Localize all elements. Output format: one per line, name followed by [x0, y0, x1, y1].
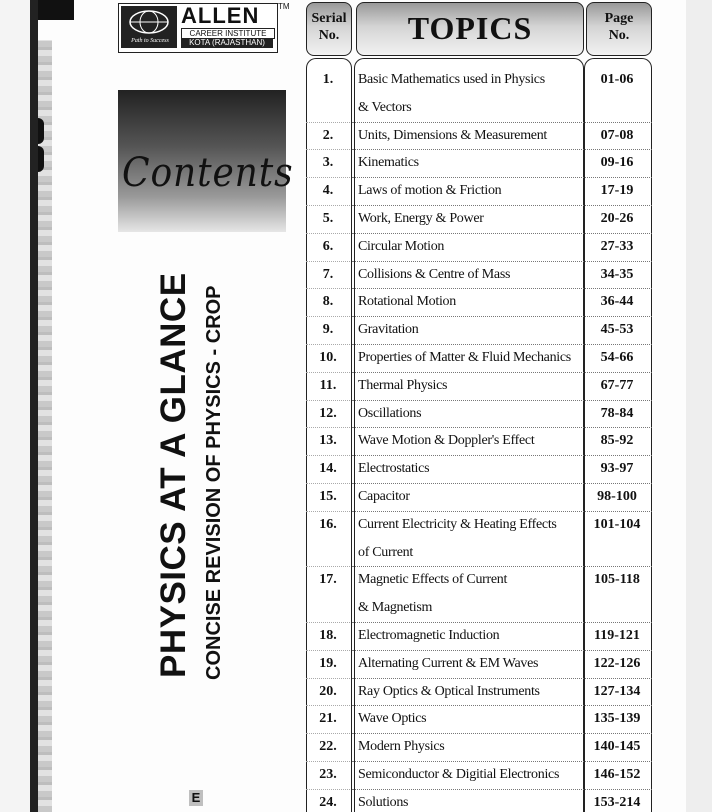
table-row: [300, 566, 656, 622]
topic-title: Electrostatics: [358, 461, 430, 477]
serial-number: 16.: [319, 516, 337, 532]
page-margin-left: [0, 0, 30, 812]
table-row: [300, 650, 656, 678]
table-row: [300, 261, 656, 289]
page-range: 27-33: [600, 238, 634, 254]
serial-header-line1: Serial: [311, 11, 347, 26]
binding-hole: [38, 146, 44, 172]
page-range: 122-126: [593, 655, 641, 671]
serial-number: 17.: [319, 572, 337, 588]
page-range: 101-104: [593, 516, 641, 532]
page-range: 127-134: [593, 683, 641, 699]
page-range: 20-26: [600, 211, 634, 226]
book-spine: [30, 0, 38, 812]
topic-title: Electromagnetic Induction: [358, 628, 500, 643]
logo-name: ALLEN: [181, 3, 260, 28]
topic-title: Gravitation: [358, 322, 419, 338]
topic-title: Oscillations: [358, 405, 422, 421]
topic-title: Ray Optics & Optical Instruments: [358, 683, 540, 699]
page-range: 85-92: [600, 433, 634, 449]
table-row: [300, 511, 656, 567]
table-row: [300, 288, 656, 316]
binding-hole: [38, 118, 44, 144]
serial-number: 7.: [322, 266, 334, 282]
table-row: [300, 400, 656, 428]
table-row: [300, 678, 656, 706]
table-row: [300, 372, 656, 400]
topic-title: Basic Mathematics used in Physics: [358, 72, 545, 87]
topics-header: [356, 2, 584, 56]
page-range: 09-16: [600, 155, 634, 171]
serial-number: 24.: [319, 794, 337, 810]
topic-title: Units, Dimensions & Measurement: [358, 127, 548, 143]
table-of-contents: [300, 0, 656, 812]
serial-number: 8.: [322, 294, 334, 310]
topic-title: Modern Physics: [358, 739, 445, 755]
page-range: 78-84: [600, 405, 634, 421]
page-range: 146-152: [593, 767, 641, 782]
serial-number: 20.: [319, 683, 337, 699]
topic-title: Kinematics: [358, 155, 419, 171]
page-range: 119-121: [594, 628, 640, 643]
logo-line1: CAREER INSTITUTE: [181, 28, 275, 39]
table-row: [300, 344, 656, 372]
topic-title: Work, Energy & Power: [358, 211, 484, 226]
page-header-line2: No.: [608, 28, 630, 43]
table-row: [300, 761, 656, 789]
table-row: [300, 205, 656, 233]
page-range: 17-19: [600, 183, 634, 199]
serial-number: 4.: [322, 183, 334, 199]
topic-title: Solutions: [358, 794, 409, 810]
logo-emblem: [121, 6, 177, 48]
page-range: 93-97: [600, 461, 634, 477]
topic-title: Wave Motion & Doppler's Effect: [358, 433, 535, 449]
topic-title: Properties of Matter & Fluid Mechanics: [358, 350, 571, 365]
topic-title: Magnetic Effects of Current: [358, 572, 508, 588]
contents-heading: Contents: [122, 150, 294, 196]
page-range: 01-06: [600, 72, 634, 87]
serial-number: 18.: [319, 628, 337, 643]
topic-title: Capacitor: [358, 489, 410, 504]
topic-title: Alternating Current & EM Waves: [358, 655, 539, 671]
serial-number: 12.: [319, 405, 337, 421]
table-row: [300, 233, 656, 261]
serial-number: 13.: [319, 433, 337, 449]
page-range: 98-100: [597, 489, 637, 504]
topic-title-continued: of Current: [358, 544, 413, 560]
table-row: [300, 427, 656, 455]
page-range: 153-214: [593, 794, 641, 810]
table-row: [300, 733, 656, 761]
corner-shadow: [38, 0, 74, 20]
page-range: 07-08: [600, 127, 634, 143]
serial-number: 9.: [322, 322, 334, 338]
page-header-line1: Page: [604, 11, 634, 26]
table-row: [300, 483, 656, 511]
serial-number: 19.: [319, 655, 337, 671]
table-row: [300, 177, 656, 205]
page-range: 105-118: [594, 572, 640, 588]
allen-logo: [118, 3, 278, 53]
book-subtitle: CONCISE REVISION OF PHYSICS - CROP: [203, 285, 225, 680]
page-range: 135-139: [593, 711, 641, 727]
topic-title-continued: & Vectors: [358, 99, 412, 115]
page-range: 140-145: [593, 739, 641, 755]
topic-title: Circular Motion: [358, 238, 445, 254]
serial-number: 1.: [322, 72, 334, 87]
page-header: [586, 2, 652, 56]
table-row: [300, 622, 656, 650]
page-range: 36-44: [600, 294, 634, 310]
serial-number: 23.: [319, 767, 337, 782]
serial-number: 10.: [319, 350, 337, 365]
page-range: 34-35: [600, 266, 634, 282]
serial-header-line2: No.: [318, 28, 340, 43]
topics-header-label: TOPICS: [407, 10, 533, 46]
book-title: PHYSICS AT A GLANCE: [154, 272, 193, 678]
table-row: [300, 122, 656, 150]
table-row: [300, 705, 656, 733]
serial-number: 21.: [319, 711, 337, 727]
table-row: [300, 789, 656, 812]
logo-line2: KOTA (RAJASTHAN): [181, 38, 273, 48]
topic-title-continued: & Magnetism: [358, 600, 433, 616]
serial-number: 11.: [319, 377, 337, 393]
logo-tagline: Path to Success: [131, 38, 169, 44]
topic-title: Rotational Motion: [358, 294, 456, 310]
table-row: [300, 316, 656, 344]
topic-title: Collisions & Centre of Mass: [358, 266, 511, 282]
serial-number: 5.: [322, 211, 334, 226]
topic-title: Wave Optics: [358, 711, 427, 727]
serial-number: 3.: [322, 155, 334, 171]
page-range: 54-66: [600, 350, 634, 365]
serial-number: 14.: [319, 461, 337, 477]
table-row: [300, 66, 656, 122]
edge-letter: E: [189, 790, 203, 806]
table-row: [300, 455, 656, 483]
trademark-mark: TM: [278, 2, 290, 11]
globe-icon: [127, 8, 171, 38]
serial-number: 2.: [322, 127, 334, 143]
page-range: 45-53: [600, 322, 634, 338]
table-row: [300, 149, 656, 177]
topic-title: Laws of motion & Friction: [358, 183, 502, 199]
serial-header: [306, 2, 352, 56]
page-margin-right: [686, 0, 712, 812]
serial-number: 22.: [319, 739, 337, 755]
topic-title: Semiconductor & Digitial Electronics: [358, 767, 560, 782]
topic-title: Thermal Physics: [358, 377, 448, 393]
serial-number: 15.: [319, 489, 337, 504]
topic-title: Current Electricity & Heating Effects: [358, 516, 557, 532]
serial-number: 6.: [322, 238, 334, 254]
page-range: 67-77: [600, 377, 634, 393]
